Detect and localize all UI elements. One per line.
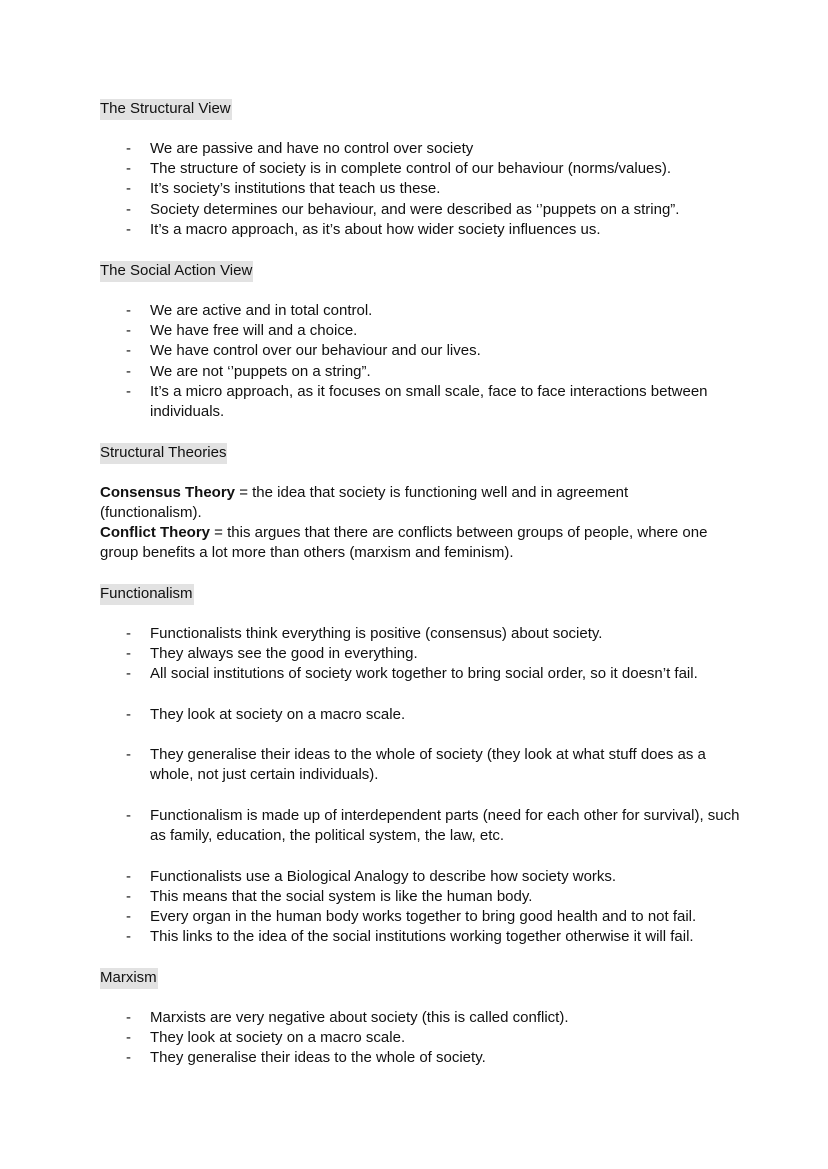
definition-conflict-theory: Conflict Theory = this argues that there are conflicts between groups of people, where one group benefits a lot more than others (marxism and feminism). bbox=[100, 524, 708, 562]
bullet-dash-icon: - bbox=[126, 342, 131, 359]
bullet-dash-icon: - bbox=[126, 302, 131, 319]
bullet-dash-icon: - bbox=[126, 322, 131, 339]
bullet-dash-icon: - bbox=[126, 706, 131, 723]
bullet-dash-icon: - bbox=[126, 928, 131, 945]
bullet-dash-icon: - bbox=[126, 363, 131, 380]
bullet-dash-icon: - bbox=[126, 383, 131, 400]
bullet-dash-icon: - bbox=[126, 160, 131, 177]
section-heading-structural-theories: Structural Theories bbox=[100, 443, 227, 464]
bullet-dash-icon: - bbox=[126, 1049, 131, 1066]
definition-consensus-theory: Consensus Theory = the idea that society is functioning well and in agreement (functionalism). bbox=[100, 484, 629, 522]
term-label: Conflict Theory bbox=[100, 524, 211, 541]
section-heading-functionalism: Functionalism bbox=[100, 584, 194, 605]
bullet-dash-icon: - bbox=[126, 201, 131, 218]
section-heading-marxism: Marxism bbox=[100, 968, 158, 989]
section-heading-structural-view: The Structural View bbox=[100, 99, 232, 120]
bullet-dash-icon: - bbox=[126, 1009, 131, 1026]
bullet-dash-icon: - bbox=[126, 221, 131, 238]
bullet-dash-icon: - bbox=[126, 665, 131, 682]
bullet-dash-icon: - bbox=[126, 180, 131, 197]
section-heading-social-action-view: The Social Action View bbox=[100, 261, 253, 282]
bullet-dash-icon: - bbox=[126, 807, 131, 824]
bullet-dash-icon: - bbox=[126, 140, 131, 157]
bullet-dash-icon: - bbox=[126, 645, 131, 662]
term-label: Consensus Theory bbox=[100, 484, 236, 501]
bullet-dash-icon: - bbox=[126, 888, 131, 905]
bullet-dash-icon: - bbox=[126, 908, 131, 925]
bullet-dash-icon: - bbox=[126, 1029, 131, 1046]
bullet-dash-icon: - bbox=[126, 746, 131, 763]
bullet-dash-icon: - bbox=[126, 625, 131, 642]
bullet-dash-icon: - bbox=[126, 868, 131, 885]
